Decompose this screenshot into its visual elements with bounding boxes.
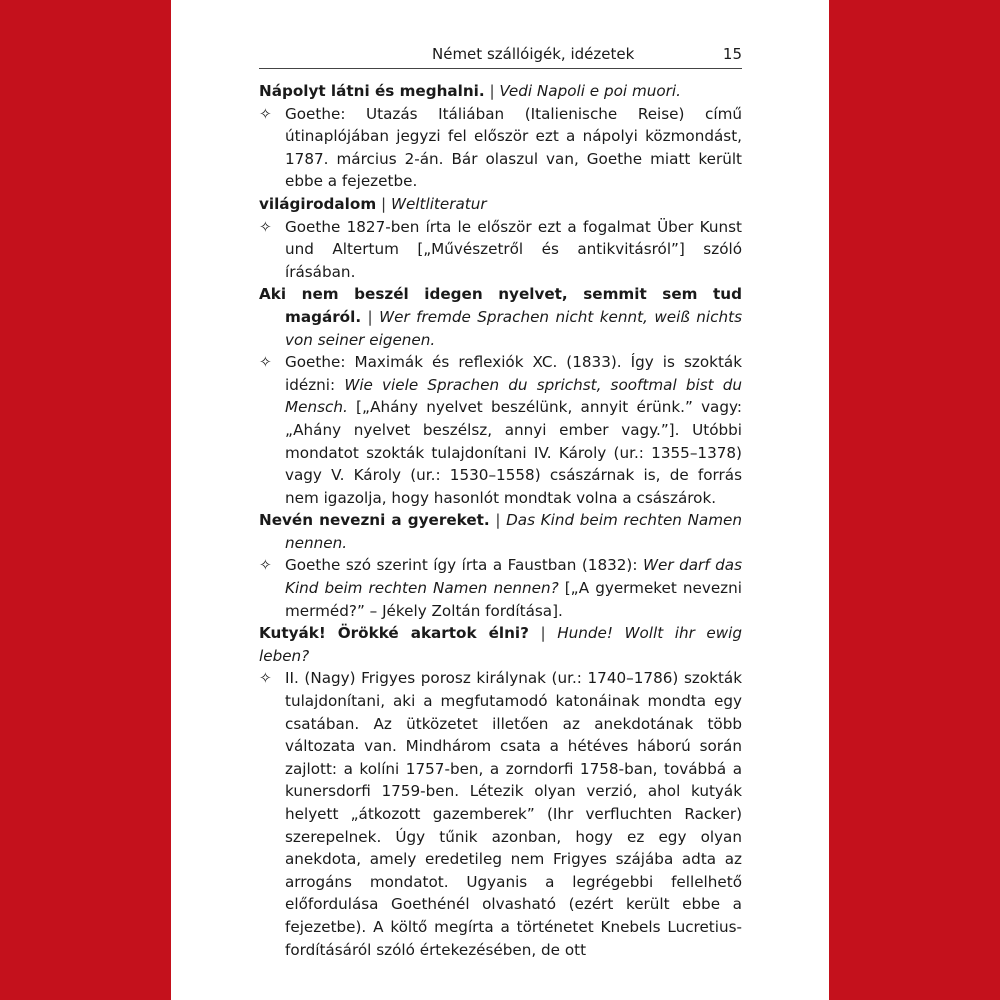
note-marker-icon: ✧ [259, 217, 272, 236]
entry-note [259, 216, 742, 284]
entry-note [259, 554, 742, 622]
note-text: [„Ahány nyelvet beszélünk, annyit érünk.” vagy: „Ahány nyelvet beszélsz, annyi ember vagy.”]. Utóbbi mondatot szokták tulajdonítani IV. Károly (ur.: 1355–1378) vagy V. Károly (ur.: 1530–1558) császárnak is, de forrás nem igazolja, hogy hasonlót mondtak volna a császárok. [285, 398, 742, 507]
entry-headword: világirodalom [259, 194, 377, 213]
note-text: Goethe: Utazás Itáliában (Italienische Reise) című útinaplójában jegyzi fel először ezt a nápolyi közmondást, 1787. március 2-án. Bár olaszul van, Goethe miatt került ebbe a fejezetbe. [285, 104, 742, 191]
entry-headword: Nápolyt látni és meghalni. [259, 82, 485, 100]
entry-note [259, 103, 742, 193]
note-text: II. (Nagy) Frigyes porosz királynak (ur.: 1740–1786) szokták tulajdonítani, aki a megfutamodó katonáinak mondta egy csatában. Az ütközetet illetően az anekdotának több változata van. Mindhárom csata a hétéves háború során zajlott: a kolíni 1757-ben, a zorndorfi 1758-ban, továbbá a kunersdorfi 1759-ben. Létezik olyan verzió, ahol kutyák helyett „átkozott gazemberek” (Ihr verfluchten Racker) szerepelnek. Úgy tűnik azonban, hogy ez egy olyan anekdota, amely eredetileg nem Frigyes szájába adta az arrogáns mondatot. Ugyanis a legrégebbi fellelhető előfordulása Goethénél olvasható (ezért került ebbe a fejezetbe). A költő megírta a történetet Knebels Lucretius-fordításáról szóló értekezésében, de ott [285, 669, 742, 959]
note-quote: Wie viele Sprachen du sprichst, sooftmal bist du Mensch. [285, 375, 742, 417]
entry-headline [259, 283, 742, 351]
note-marker-icon: ✧ [259, 669, 272, 688]
entry-headline [259, 509, 742, 554]
entry-translation: Wer fremde Sprachen nicht kennt, weiß nichts von seiner eigenen. [285, 307, 742, 349]
running-head-title: Német szállóigék, idézetek [432, 45, 635, 63]
entry-headline [259, 80, 742, 103]
entry-headline [259, 622, 742, 667]
note-text: Goethe 1827-ben írta le először ezt a fogalmat Über Kunst und Altertum [„Művészetről és antikvitásról”] szóló írásában. [285, 217, 742, 281]
entry-headline [259, 193, 742, 216]
note-text: Goethe: Maximák és reflexiók XC. (1833). Így is szokták idézni: [285, 353, 742, 394]
entry-translation: Vedi Napoli e poi muori. [499, 82, 681, 100]
note-marker-icon: ✧ [259, 556, 272, 575]
page-number: 15 [722, 45, 742, 63]
note-marker-icon: ✧ [259, 353, 272, 372]
note-marker-icon: ✧ [259, 104, 272, 123]
entry-translation: Das Kind beim rechten Namen nennen. [285, 511, 742, 552]
note-text: [„A gyermeket nevezni merméd?” – Jékely Zoltán fordítása]. [285, 579, 742, 620]
entry-note [259, 351, 742, 509]
entry-headword: Kutyák! Örökké akartok élni? [259, 624, 529, 643]
entry-translation: Weltliteratur [390, 194, 487, 213]
entry-translation: Hunde! Wollt ihr ewig leben? [259, 624, 743, 665]
note-quote: Wer darf das Kind beim rechten Namen nennen? [285, 556, 742, 598]
book-page [171, 0, 829, 1000]
entry-separator: | [495, 511, 501, 530]
entry-headword: Nevén nevezni a gyereket. [259, 511, 490, 530]
running-head [259, 44, 742, 69]
entry-separator: | [367, 307, 373, 326]
entry-separator: | [380, 194, 387, 213]
entry-separator: | [540, 624, 546, 643]
page-body [259, 80, 742, 961]
entry-separator: | [489, 82, 495, 100]
entry-headword: Aki nem beszél idegen nyelvet, semmit sem tud magáról. [259, 285, 742, 326]
entry-note [259, 667, 742, 961]
note-text: Goethe szó szerint így írta a Faustban (1832): [285, 556, 643, 575]
